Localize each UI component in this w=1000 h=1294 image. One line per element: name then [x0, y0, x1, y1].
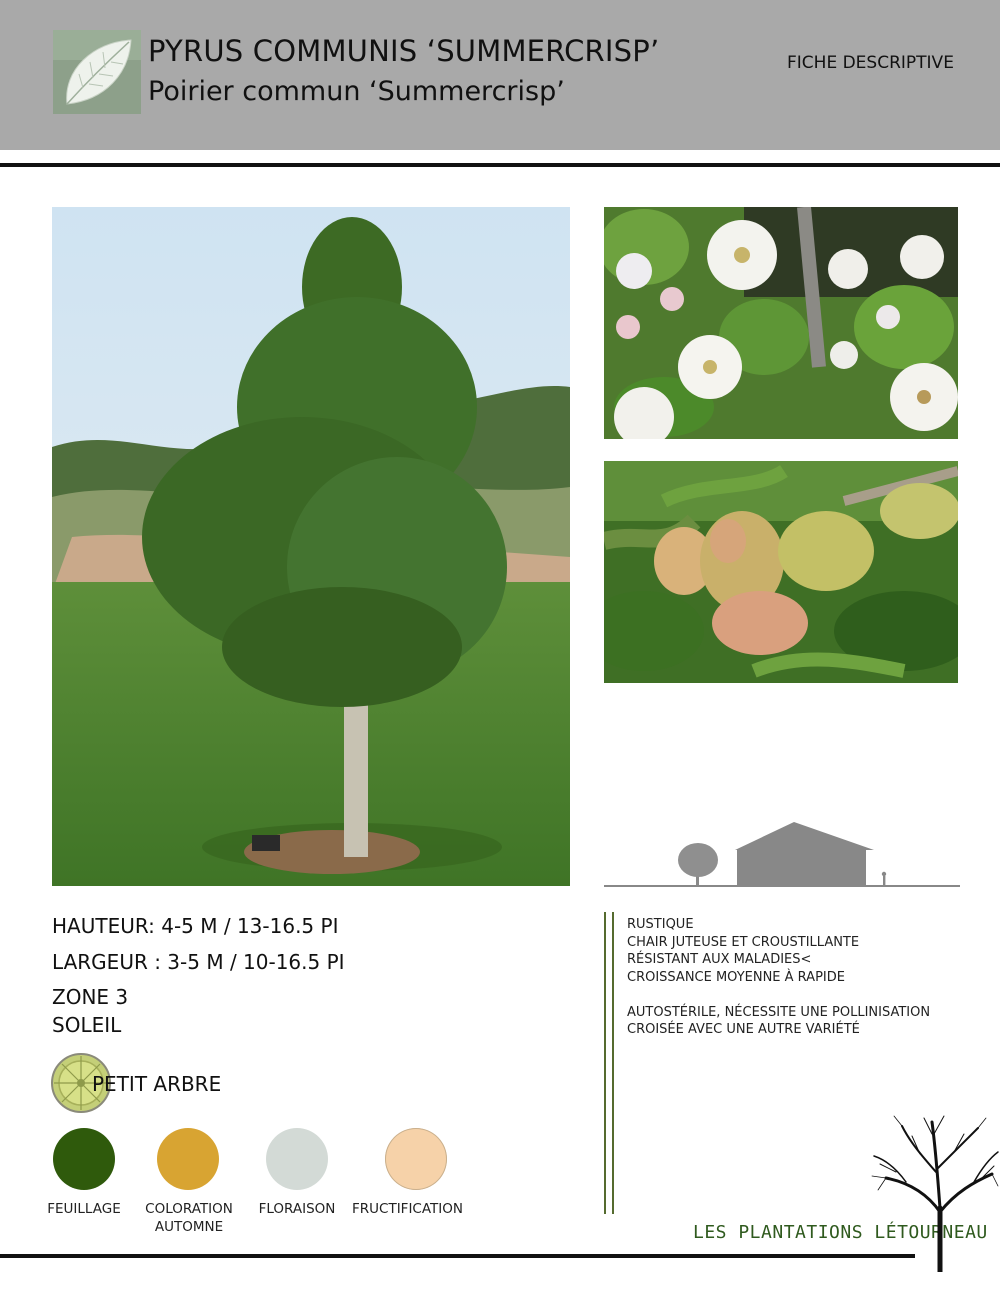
fruit-photo: [604, 461, 958, 683]
sun-exposure: SOLEIL: [52, 1013, 122, 1037]
width-spec: LARGEUR : 3-5 M / 10-16.5 PI: [52, 950, 345, 974]
tree-form-label: PETIT ARBRE: [92, 1072, 222, 1096]
document-type-label: FICHE DESCRIPTIVE: [787, 53, 954, 73]
feature-line: CROISÉE AVEC UNE AUTRE VARIÉTÉ: [627, 1022, 860, 1037]
house-scale-icon: [604, 815, 960, 890]
hardiness-zone: ZONE 3: [52, 985, 129, 1009]
feature-line: RUSTIQUE: [627, 917, 694, 932]
brand-name: LES PLANTATIONS LÉTOURNEAU: [693, 1222, 988, 1243]
features-list: [627, 916, 930, 1039]
common-name: Poirier commun ‘Summercrisp’: [148, 76, 565, 107]
footer-divider: [0, 1254, 915, 1258]
autumn-label: COLORATION AUTOMNE: [145, 1201, 233, 1235]
height-spec: HAUTEUR: 4-5 M / 13-16.5 PI: [52, 914, 339, 938]
latin-name: PYRUS COMMUNIS ‘SUMMERCRISP’: [148, 34, 660, 68]
flower-photo: [604, 207, 958, 439]
fruit-color-swatch: [385, 1128, 447, 1190]
tree-photo: [52, 207, 570, 886]
fruit-label: FRUCTIFICATION: [352, 1201, 463, 1217]
flowering-color-swatch: [266, 1128, 328, 1190]
flowering-label: FLORAISON: [258, 1201, 336, 1217]
features-divider-right: [612, 912, 614, 1214]
foliage-color-swatch: [53, 1128, 115, 1190]
feature-line: CROISSANCE MOYENNE À RAPIDE: [627, 969, 845, 985]
header-divider: [0, 163, 1000, 167]
feature-line: CHAIR JUTEUSE ET CROUSTILLANTE: [627, 934, 860, 950]
features-divider-left: [604, 912, 606, 1214]
autumn-color-swatch: [157, 1128, 219, 1190]
bare-tree-icon: [866, 1112, 1000, 1272]
feature-line: RÉSISTANT AUX MALADIES<: [627, 952, 812, 967]
feature-spacer: [627, 986, 930, 1004]
header-band: [0, 0, 1000, 150]
feature-line: AUTOSTÉRILE, NÉCESSITE UNE POLLINISATION: [627, 1004, 931, 1020]
foliage-label: FEUILLAGE: [47, 1201, 121, 1217]
leaf-logo-icon: [53, 30, 141, 114]
